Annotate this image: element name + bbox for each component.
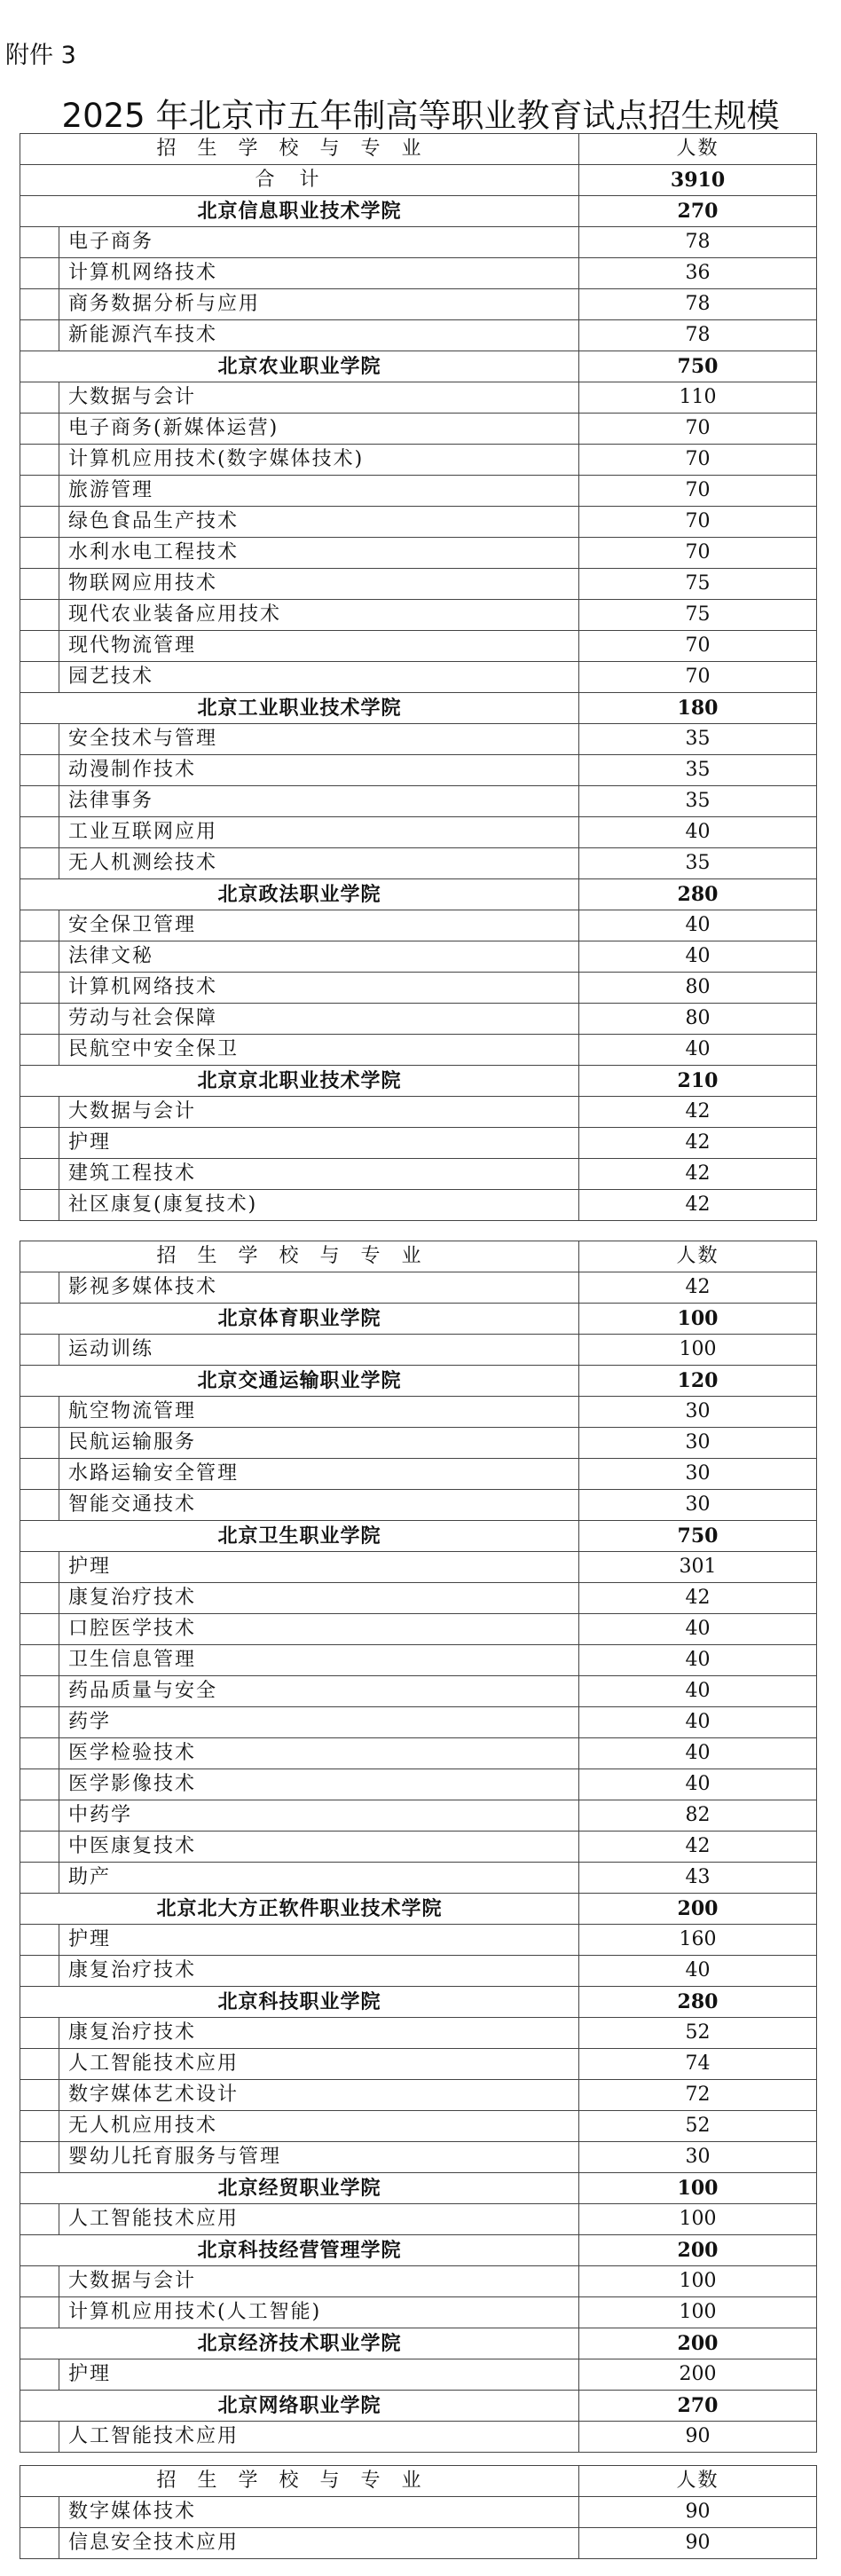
school-name: 北京体育职业学院 (20, 1304, 579, 1335)
indent-cell (20, 910, 59, 941)
indent-cell (20, 1397, 59, 1428)
major-name: 无人机测绘技术 (59, 848, 579, 879)
major-name: 大数据与会计 (59, 2266, 579, 2297)
major-name: 建筑工程技术 (59, 1159, 579, 1190)
major-name: 水利水电工程技术 (59, 538, 579, 569)
major-count: 82 (579, 1800, 817, 1832)
major-name: 旅游管理 (59, 476, 579, 507)
major-row (20, 569, 817, 600)
header-school-major: 招生学校与专业 (20, 2466, 579, 2497)
major-count: 35 (579, 786, 817, 817)
major-count: 70 (579, 476, 817, 507)
major-count: 200 (579, 2359, 817, 2391)
major-row (20, 1335, 817, 1366)
major-name: 大数据与会计 (59, 382, 579, 414)
school-row (20, 2391, 817, 2422)
indent-cell (20, 1925, 59, 1956)
indent-cell (20, 258, 59, 289)
school-name: 北京农业职业学院 (20, 351, 579, 382)
major-row (20, 973, 817, 1004)
major-row (20, 1097, 817, 1128)
major-name: 护理 (59, 1925, 579, 1956)
indent-cell (20, 1272, 59, 1304)
major-row (20, 1490, 817, 1521)
indent-cell (20, 1459, 59, 1490)
indent-cell (20, 2018, 59, 2049)
table-header-row (20, 2466, 817, 2497)
major-row (20, 258, 817, 289)
major-name: 卫生信息管理 (59, 1645, 579, 1676)
major-name: 计算机应用技术(数字媒体技术) (59, 445, 579, 476)
major-row (20, 1645, 817, 1676)
major-count: 42 (579, 1097, 817, 1128)
indent-cell (20, 2142, 59, 2173)
major-name: 护理 (59, 2359, 579, 2391)
school-total: 100 (579, 2173, 817, 2204)
major-count: 100 (579, 2297, 817, 2328)
major-row (20, 1863, 817, 1894)
indent-cell (20, 1159, 59, 1190)
indent-cell (20, 1583, 59, 1614)
major-row (20, 724, 817, 755)
major-count: 40 (579, 1738, 817, 1769)
school-row (20, 693, 817, 724)
school-row (20, 2173, 817, 2204)
school-row (20, 196, 817, 227)
school-total: 210 (579, 1066, 817, 1097)
school-name: 北京京北职业技术学院 (20, 1066, 579, 1097)
indent-cell (20, 382, 59, 414)
enrollment-table-page-2 (20, 1241, 817, 2453)
indent-cell (20, 848, 59, 879)
major-name: 物联网应用技术 (59, 569, 579, 600)
indent-cell (20, 1004, 59, 1035)
major-count: 42 (579, 1272, 817, 1304)
major-count: 40 (579, 1035, 817, 1066)
major-count: 30 (579, 1397, 817, 1428)
major-name: 护理 (59, 1128, 579, 1159)
school-name: 北京经贸职业学院 (20, 2173, 579, 2204)
major-row (20, 910, 817, 941)
major-name: 数字媒体艺术设计 (59, 2080, 579, 2111)
major-row (20, 1272, 817, 1304)
major-name: 工业互联网应用 (59, 817, 579, 848)
major-name: 水路运输安全管理 (59, 1459, 579, 1490)
major-count: 100 (579, 1335, 817, 1366)
major-row (20, 2142, 817, 2173)
enrollment-table-page-1 (20, 133, 817, 1221)
major-row (20, 662, 817, 693)
indent-cell (20, 1738, 59, 1769)
indent-cell (20, 1676, 59, 1707)
major-name: 航空物流管理 (59, 1397, 579, 1428)
indent-cell (20, 1428, 59, 1459)
indent-cell (20, 1490, 59, 1521)
major-name: 康复治疗技术 (59, 1583, 579, 1614)
header-school-major: 招生学校与专业 (20, 1241, 579, 1272)
major-name: 护理 (59, 1552, 579, 1583)
indent-cell (20, 941, 59, 973)
major-name: 婴幼儿托育服务与管理 (59, 2142, 579, 2173)
header-count: 人数 (579, 134, 817, 165)
major-row (20, 1925, 817, 1956)
header-count: 人数 (579, 2466, 817, 2497)
major-name: 药学 (59, 1707, 579, 1738)
major-count: 30 (579, 2142, 817, 2173)
indent-cell (20, 1190, 59, 1221)
school-row (20, 2328, 817, 2359)
major-count: 40 (579, 1769, 817, 1800)
major-row (20, 2018, 817, 2049)
indent-cell (20, 600, 59, 631)
major-name: 康复治疗技术 (59, 1956, 579, 1987)
major-count: 90 (579, 2422, 817, 2453)
major-row (20, 2497, 817, 2528)
major-row (20, 1397, 817, 1428)
major-count: 100 (579, 2204, 817, 2235)
major-row (20, 1190, 817, 1221)
major-name: 劳动与社会保障 (59, 1004, 579, 1035)
major-name: 计算机应用技术(人工智能) (59, 2297, 579, 2328)
major-row (20, 382, 817, 414)
indent-cell (20, 1035, 59, 1066)
indent-cell (20, 414, 59, 445)
major-row (20, 2111, 817, 2142)
indent-cell (20, 445, 59, 476)
indent-cell (20, 1128, 59, 1159)
indent-cell (20, 1769, 59, 1800)
major-row (20, 414, 817, 445)
major-count: 70 (579, 507, 817, 538)
enrollment-table-page-3 (20, 2465, 817, 2559)
major-count: 70 (579, 445, 817, 476)
major-name: 安全技术与管理 (59, 724, 579, 755)
major-row (20, 600, 817, 631)
indent-cell (20, 2111, 59, 2142)
school-name: 北京经济技术职业学院 (20, 2328, 579, 2359)
major-count: 75 (579, 569, 817, 600)
indent-cell (20, 289, 59, 320)
major-count: 43 (579, 1863, 817, 1894)
major-name: 助产 (59, 1863, 579, 1894)
indent-cell (20, 1707, 59, 1738)
major-count: 78 (579, 227, 817, 258)
major-count: 40 (579, 1676, 817, 1707)
major-row (20, 1159, 817, 1190)
major-count: 40 (579, 817, 817, 848)
major-row (20, 2204, 817, 2235)
major-name: 绿色食品生产技术 (59, 507, 579, 538)
school-row (20, 1987, 817, 2018)
page-title: 2025 年北京市五年制高等职业教育试点招生规模 (61, 97, 780, 135)
indent-cell (20, 2422, 59, 2453)
major-count: 36 (579, 258, 817, 289)
school-total: 280 (579, 879, 817, 910)
school-total: 100 (579, 1304, 817, 1335)
school-row (20, 1521, 817, 1552)
major-row (20, 1707, 817, 1738)
major-count: 40 (579, 910, 817, 941)
major-count: 75 (579, 600, 817, 631)
school-total: 200 (579, 2328, 817, 2359)
school-name: 北京北大方正软件职业技术学院 (20, 1894, 579, 1925)
major-row (20, 2049, 817, 2080)
major-row (20, 941, 817, 973)
major-count: 42 (579, 1832, 817, 1863)
major-row (20, 2080, 817, 2111)
school-total: 750 (579, 1521, 817, 1552)
major-row (20, 817, 817, 848)
major-count: 35 (579, 755, 817, 786)
indent-cell (20, 1800, 59, 1832)
annex-label: 附件 3 (5, 42, 76, 69)
major-name: 人工智能技术应用 (59, 2049, 579, 2080)
table-header-row (20, 1241, 817, 1272)
indent-cell (20, 2080, 59, 2111)
major-count: 40 (579, 1956, 817, 1987)
major-count: 70 (579, 631, 817, 662)
major-row (20, 786, 817, 817)
major-row (20, 1769, 817, 1800)
major-name: 园艺技术 (59, 662, 579, 693)
major-count: 90 (579, 2497, 817, 2528)
major-count: 301 (579, 1552, 817, 1583)
major-name: 商务数据分析与应用 (59, 289, 579, 320)
major-row (20, 1614, 817, 1645)
school-name: 北京卫生职业学院 (20, 1521, 579, 1552)
major-row (20, 320, 817, 351)
major-count: 70 (579, 538, 817, 569)
major-name: 动漫制作技术 (59, 755, 579, 786)
major-count: 52 (579, 2111, 817, 2142)
major-name: 信息安全技术应用 (59, 2528, 579, 2559)
major-count: 78 (579, 320, 817, 351)
school-total: 280 (579, 1987, 817, 2018)
major-count: 90 (579, 2528, 817, 2559)
major-row (20, 2528, 817, 2559)
major-name: 口腔医学技术 (59, 1614, 579, 1645)
major-name: 无人机应用技术 (59, 2111, 579, 2142)
major-row (20, 1552, 817, 1583)
indent-cell (20, 662, 59, 693)
major-count: 35 (579, 848, 817, 879)
school-name: 北京科技职业学院 (20, 1987, 579, 2018)
major-count: 42 (579, 1159, 817, 1190)
major-name: 现代物流管理 (59, 631, 579, 662)
major-count: 80 (579, 973, 817, 1004)
school-row (20, 351, 817, 382)
school-name: 北京交通运输职业学院 (20, 1366, 579, 1397)
major-count: 40 (579, 941, 817, 973)
major-name: 法律事务 (59, 786, 579, 817)
major-name: 大数据与会计 (59, 1097, 579, 1128)
major-count: 42 (579, 1583, 817, 1614)
major-row (20, 476, 817, 507)
major-count: 70 (579, 662, 817, 693)
indent-cell (20, 1956, 59, 1987)
major-count: 30 (579, 1459, 817, 1490)
major-name: 计算机网络技术 (59, 973, 579, 1004)
major-row (20, 1583, 817, 1614)
major-name: 智能交通技术 (59, 1490, 579, 1521)
table-header-row (20, 134, 817, 165)
major-row (20, 1800, 817, 1832)
indent-cell (20, 724, 59, 755)
major-name: 法律文秘 (59, 941, 579, 973)
school-name: 北京政法职业学院 (20, 879, 579, 910)
indent-cell (20, 2297, 59, 2328)
indent-cell (20, 1097, 59, 1128)
major-name: 计算机网络技术 (59, 258, 579, 289)
indent-cell (20, 2528, 59, 2559)
major-count: 70 (579, 414, 817, 445)
major-name: 安全保卫管理 (59, 910, 579, 941)
school-total: 750 (579, 351, 817, 382)
major-name: 电子商务(新媒体运营) (59, 414, 579, 445)
major-count: 160 (579, 1925, 817, 1956)
major-count: 40 (579, 1645, 817, 1676)
major-row (20, 289, 817, 320)
indent-cell (20, 227, 59, 258)
major-count: 42 (579, 1128, 817, 1159)
major-name: 电子商务 (59, 227, 579, 258)
major-name: 康复治疗技术 (59, 2018, 579, 2049)
major-count: 42 (579, 1190, 817, 1221)
indent-cell (20, 631, 59, 662)
major-name: 民航运输服务 (59, 1428, 579, 1459)
indent-cell (20, 1552, 59, 1583)
indent-cell (20, 755, 59, 786)
major-count: 80 (579, 1004, 817, 1035)
indent-cell (20, 2266, 59, 2297)
indent-cell (20, 476, 59, 507)
major-count: 78 (579, 289, 817, 320)
major-name: 人工智能技术应用 (59, 2422, 579, 2453)
school-total: 270 (579, 2391, 817, 2422)
school-row (20, 1366, 817, 1397)
school-row (20, 879, 817, 910)
indent-cell (20, 786, 59, 817)
school-name: 北京科技经营管理学院 (20, 2235, 579, 2266)
major-name: 数字媒体技术 (59, 2497, 579, 2528)
major-row (20, 848, 817, 879)
school-row (20, 1304, 817, 1335)
school-name: 北京工业职业技术学院 (20, 693, 579, 724)
major-row (20, 538, 817, 569)
major-row (20, 755, 817, 786)
school-total: 200 (579, 2235, 817, 2266)
header-count: 人数 (579, 1241, 817, 1272)
major-name: 影视多媒体技术 (59, 1272, 579, 1304)
major-name: 医学影像技术 (59, 1769, 579, 1800)
indent-cell (20, 507, 59, 538)
major-row (20, 1004, 817, 1035)
indent-cell (20, 817, 59, 848)
major-count: 72 (579, 2080, 817, 2111)
indent-cell (20, 2497, 59, 2528)
major-row (20, 2359, 817, 2391)
indent-cell (20, 1335, 59, 1366)
major-row (20, 1459, 817, 1490)
major-row (20, 507, 817, 538)
indent-cell (20, 973, 59, 1004)
school-total: 180 (579, 693, 817, 724)
major-row (20, 1676, 817, 1707)
school-total: 200 (579, 1894, 817, 1925)
indent-cell (20, 538, 59, 569)
major-row (20, 445, 817, 476)
header-school-major: 招生学校与专业 (20, 134, 579, 165)
major-row (20, 1832, 817, 1863)
major-count: 30 (579, 1428, 817, 1459)
major-row (20, 631, 817, 662)
major-name: 民航空中安全保卫 (59, 1035, 579, 1066)
major-count: 35 (579, 724, 817, 755)
school-total: 270 (579, 196, 817, 227)
major-name: 运动训练 (59, 1335, 579, 1366)
indent-cell (20, 1832, 59, 1863)
major-name: 药品质量与安全 (59, 1676, 579, 1707)
indent-cell (20, 2049, 59, 2080)
major-row (20, 2266, 817, 2297)
major-row (20, 2297, 817, 2328)
total-label: 合计 (20, 165, 579, 196)
total-row (20, 165, 817, 196)
school-name: 北京网络职业学院 (20, 2391, 579, 2422)
major-count: 74 (579, 2049, 817, 2080)
school-total: 120 (579, 1366, 817, 1397)
major-row (20, 1428, 817, 1459)
total-value: 3910 (579, 165, 817, 196)
major-count: 40 (579, 1707, 817, 1738)
indent-cell (20, 2359, 59, 2391)
major-name: 新能源汽车技术 (59, 320, 579, 351)
major-count: 52 (579, 2018, 817, 2049)
major-name: 医学检验技术 (59, 1738, 579, 1769)
school-row (20, 2235, 817, 2266)
major-row (20, 1738, 817, 1769)
indent-cell (20, 1863, 59, 1894)
major-count: 40 (579, 1614, 817, 1645)
school-row (20, 1066, 817, 1097)
major-name: 中药学 (59, 1800, 579, 1832)
major-name: 社区康复(康复技术) (59, 1190, 579, 1221)
indent-cell (20, 569, 59, 600)
major-row (20, 1956, 817, 1987)
major-row (20, 1128, 817, 1159)
indent-cell (20, 1614, 59, 1645)
indent-cell (20, 320, 59, 351)
major-row (20, 2422, 817, 2453)
major-name: 中医康复技术 (59, 1832, 579, 1863)
major-count: 100 (579, 2266, 817, 2297)
major-name: 人工智能技术应用 (59, 2204, 579, 2235)
school-row (20, 1894, 817, 1925)
major-name: 现代农业装备应用技术 (59, 600, 579, 631)
indent-cell (20, 2204, 59, 2235)
indent-cell (20, 1645, 59, 1676)
major-count: 110 (579, 382, 817, 414)
major-row (20, 227, 817, 258)
major-count: 30 (579, 1490, 817, 1521)
major-row (20, 1035, 817, 1066)
school-name: 北京信息职业技术学院 (20, 196, 579, 227)
